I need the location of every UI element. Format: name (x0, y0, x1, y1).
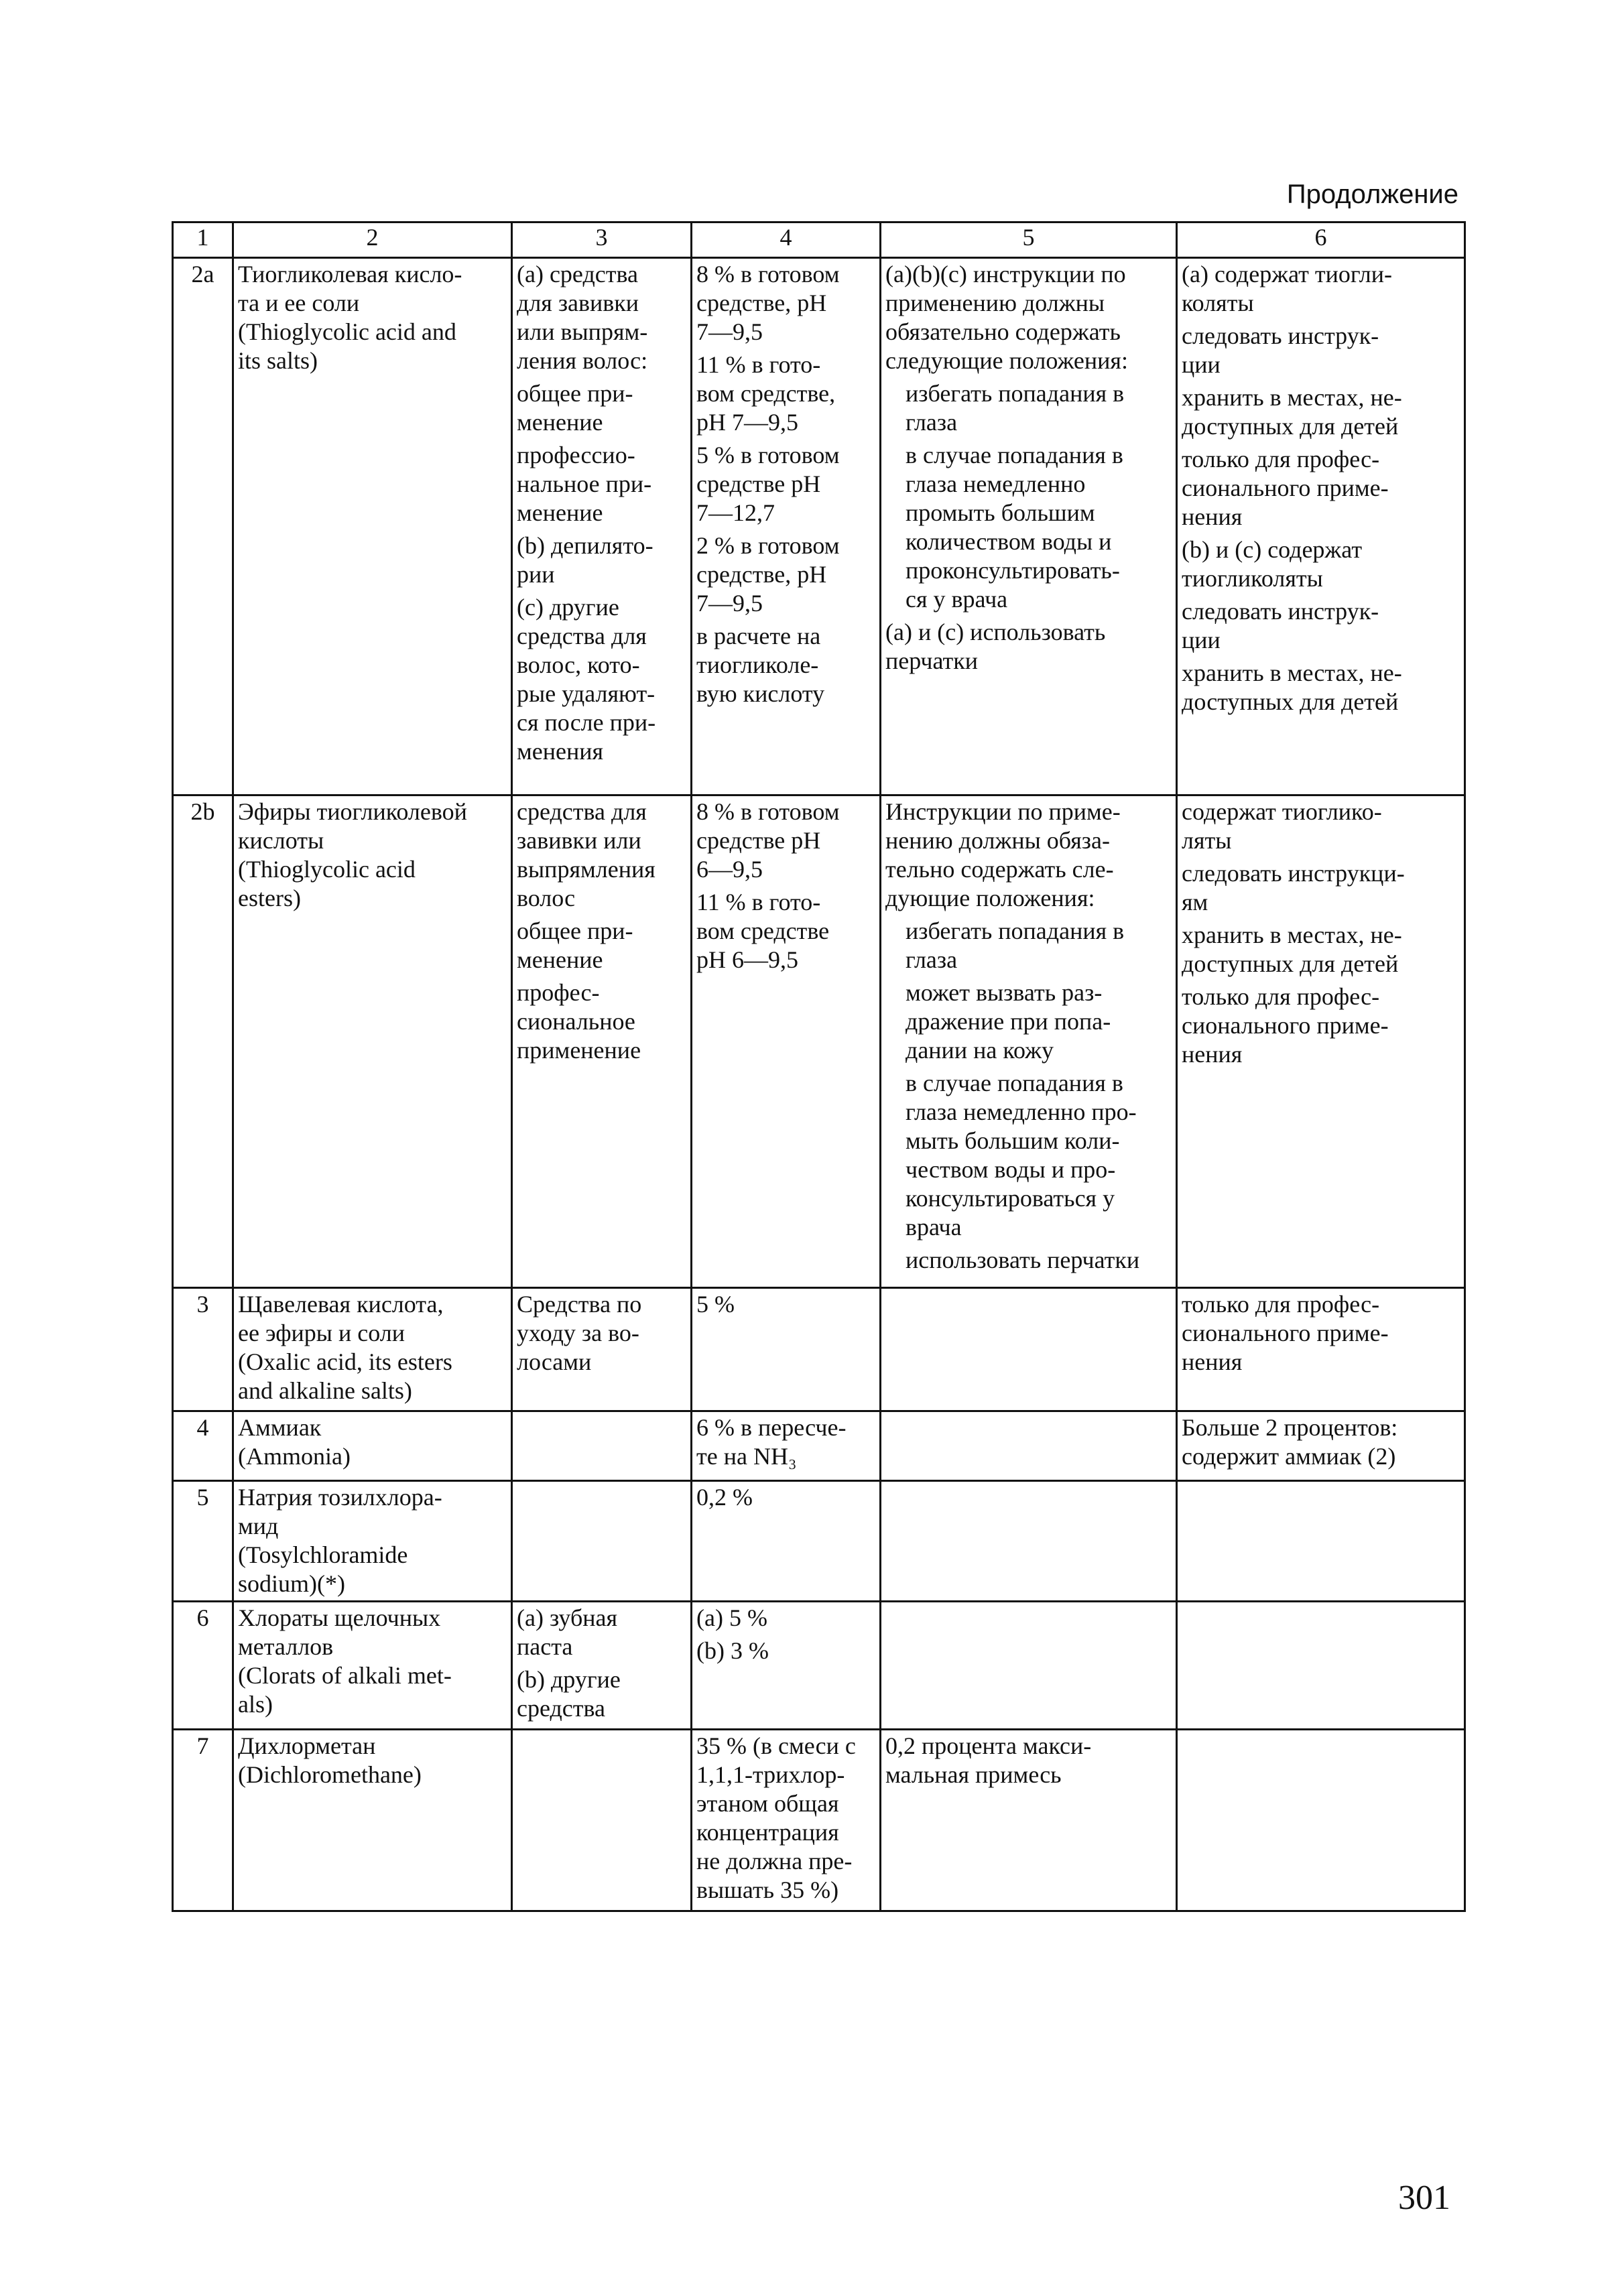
text-line: менения (517, 738, 604, 765)
text-line: средства для (517, 623, 647, 649)
table-row (173, 1730, 1465, 1911)
cell-item (1182, 659, 1460, 716)
text-line: ции (1182, 351, 1221, 378)
text-line: содержат тиоглико- (1182, 798, 1382, 825)
text-line: глаза немедленно (906, 470, 1086, 497)
text-line: обязательно содержать (885, 318, 1121, 345)
text-line: глаза немедленно про- (906, 1098, 1137, 1125)
text-line: нению должны обяза- (885, 827, 1110, 854)
text-line: рии (517, 561, 555, 588)
row-number: 2b (173, 795, 233, 1288)
text-line: та и ее соли (238, 290, 360, 316)
text-line: Натрия тозилхлора- (238, 1484, 442, 1511)
text-line: нения (1182, 1041, 1243, 1068)
text-line: общее при- (517, 380, 633, 407)
table-row (173, 795, 1465, 1288)
text-line: только для профес- (1182, 1291, 1380, 1318)
text-line: (b) депилято- (517, 532, 653, 559)
text-line: Аммиак (238, 1414, 322, 1441)
text-line: общее при- (517, 917, 633, 944)
cell-item (1182, 921, 1460, 978)
text-line: 7—12,7 (696, 499, 775, 526)
cell-item (517, 978, 686, 1065)
cell-item (696, 350, 875, 437)
conditions-cell (881, 1411, 1177, 1481)
text-line: или выпрям- (517, 318, 648, 345)
text-line: (Ammonia) (238, 1443, 351, 1470)
text-line: нальное при- (517, 470, 652, 497)
cell-item (696, 531, 875, 618)
text-line: Больше 2 процентов: (1182, 1414, 1398, 1441)
text-line: врача (906, 1214, 962, 1240)
cell-item (517, 917, 686, 974)
text-line: мид (238, 1513, 279, 1539)
limit-cell (692, 1481, 881, 1602)
text-line: (Thioglycolic acid (238, 856, 416, 883)
text-line: Тиогликолевая кисло- (238, 261, 462, 288)
text-line: 0,2 % (696, 1484, 753, 1511)
text-line: консультироваться у (906, 1185, 1115, 1212)
text-line: сионального приме- (1182, 1012, 1389, 1039)
text-line: дующие положения: (885, 885, 1095, 911)
text-line: (Thioglycolic acid and (238, 318, 456, 345)
cell-item (696, 441, 875, 527)
cell-item (517, 1665, 686, 1723)
cell-item (696, 1604, 875, 1633)
limit-cell (692, 795, 881, 1288)
text-line: хранить в местах, не- (1182, 659, 1402, 686)
text-line: (Dichloromethane) (238, 1761, 422, 1788)
text-line: количеством воды и (906, 528, 1112, 555)
text-line: (a) и (c) использовать (885, 619, 1106, 645)
cell-item (1182, 535, 1460, 593)
text-line: применение (517, 1037, 641, 1064)
cell-item (696, 1637, 875, 1665)
substance-cell (233, 795, 512, 1288)
text-line: кислоты (238, 827, 324, 854)
text-line: 6 % в пересче- (696, 1414, 847, 1441)
text-line: (a) средства (517, 261, 638, 288)
table-row (173, 1602, 1465, 1730)
warnings-cell (1177, 258, 1465, 795)
text-line: ся у врача (906, 586, 1008, 613)
text-line: перчатки (885, 647, 978, 674)
cell-item (885, 917, 1172, 974)
substance-cell (233, 258, 512, 795)
text-line: ляты (1182, 827, 1232, 854)
text-line: те на NH₃ (696, 1443, 797, 1470)
text-line: доступных для детей (1182, 950, 1399, 977)
text-line: средстве, pH (696, 561, 827, 588)
text-line: доступных для детей (1182, 688, 1399, 715)
text-line: коляты (1182, 290, 1254, 316)
text-line: применению должны (885, 290, 1105, 316)
text-line: металлов (238, 1633, 334, 1660)
text-line: менение (517, 946, 603, 973)
text-line: хранить в местах, не- (1182, 921, 1402, 948)
cell-item (696, 1732, 875, 1905)
cell-item (517, 1604, 686, 1661)
text-line: для завивки (517, 290, 639, 316)
limit-cell (692, 1288, 881, 1411)
text-line: средства (517, 1695, 606, 1722)
row-number: 2a (173, 258, 233, 795)
cell-item (696, 1483, 875, 1512)
conditions-cell (881, 258, 1177, 795)
text-line: (a) содержат тиогли- (1182, 261, 1392, 288)
text-line: ции (1182, 627, 1221, 653)
row-number: 3 (173, 1288, 233, 1411)
table-row (173, 1411, 1465, 1481)
text-line: Средства по (517, 1291, 642, 1318)
text-line: 8 % в готовом (696, 261, 840, 288)
text-line: глаза (906, 946, 958, 973)
text-line: тельно содержать сле- (885, 856, 1114, 883)
column-number-row (173, 222, 1465, 258)
text-line: следующие положения: (885, 347, 1128, 374)
text-line: следовать инструк- (1182, 322, 1379, 349)
regulation-table (172, 221, 1466, 1912)
row-number: 7 (173, 1730, 233, 1911)
substance-cell (233, 1602, 512, 1730)
text-line: Эфиры тиогликолевой (238, 798, 467, 825)
cell-item (517, 798, 686, 913)
limit-cell (692, 258, 881, 795)
text-line: в расчете на (696, 623, 821, 649)
text-line: 2 % в готовом (696, 532, 840, 559)
text-line: завивки или (517, 827, 641, 854)
scope-cell (512, 1602, 692, 1730)
conditions-cell (881, 1481, 1177, 1602)
cell-item (885, 798, 1172, 913)
scope-cell (512, 1288, 692, 1411)
row-number: 6 (173, 1602, 233, 1730)
row-number: 4 (173, 1411, 233, 1481)
text-line: в случае попадания в (906, 442, 1123, 468)
cell-item (696, 798, 875, 884)
text-line: (a) зубная (517, 1604, 618, 1631)
cell-item (517, 593, 686, 766)
page-number: 301 (1398, 2179, 1450, 2217)
text-line: вышать 35 %) (696, 1876, 839, 1903)
cell-item (1182, 982, 1460, 1069)
text-line: ям (1182, 889, 1208, 915)
cell-item (1182, 322, 1460, 379)
text-line: сиональное (517, 1008, 635, 1035)
text-line: (Tosylchloramide (238, 1541, 408, 1568)
table-row (173, 1288, 1465, 1411)
text-line: 7—9,5 (696, 318, 763, 345)
text-line: 5 % в готовом (696, 442, 840, 468)
text-line: Хлораты щелочных (238, 1604, 441, 1631)
text-line: дании на кожу (906, 1037, 1054, 1064)
text-line: чеством воды и про- (906, 1156, 1116, 1183)
row-number: 5 (173, 1481, 233, 1602)
cell-item (517, 441, 686, 527)
cell-item (1182, 798, 1460, 855)
cell-item (885, 978, 1172, 1065)
text-line: (a) 5 % (696, 1604, 767, 1631)
cell-item (885, 1732, 1172, 1789)
substance-cell (233, 1481, 512, 1602)
text-line: вом средстве, (696, 380, 836, 407)
text-line: только для профес- (1182, 446, 1380, 472)
text-line: может вызвать раз- (906, 979, 1103, 1006)
substance-cell (233, 1411, 512, 1481)
column-number: 1 (173, 222, 233, 258)
text-line: доступных для детей (1182, 413, 1399, 440)
warnings-cell (1177, 1602, 1465, 1730)
warnings-cell (1177, 1411, 1465, 1481)
text-line: уходу за во- (517, 1320, 639, 1346)
text-line: следовать инструкци- (1182, 860, 1405, 887)
text-line: средстве pH (696, 470, 821, 497)
text-line: в случае попадания в (906, 1070, 1123, 1096)
text-line: содержит аммиак (2) (1182, 1443, 1396, 1470)
text-line: концентрация (696, 1819, 839, 1846)
text-line: сионального приме- (1182, 474, 1389, 501)
text-line: вую кислоту (696, 680, 825, 707)
text-line: лосами (517, 1348, 592, 1375)
text-line: Дихлорметан (238, 1732, 376, 1759)
cell-item (885, 441, 1172, 614)
text-line: (Clorats of alkali met- (238, 1662, 452, 1689)
text-line: нения (1182, 1348, 1243, 1375)
text-line: pH 6—9,5 (696, 946, 798, 973)
cell-item (1182, 260, 1460, 318)
text-line: профес- (517, 979, 600, 1006)
scope-cell (512, 1481, 692, 1602)
warnings-cell (1177, 1481, 1465, 1602)
text-line: esters) (238, 885, 301, 911)
text-line: мыть большим коли- (906, 1127, 1120, 1154)
text-line: ее эфиры и соли (238, 1320, 405, 1346)
text-line: избегать попадания в (906, 917, 1125, 944)
text-line: Инструкции по приме- (885, 798, 1121, 825)
text-line: средства для (517, 798, 647, 825)
warnings-cell (1177, 795, 1465, 1288)
cell-item (1182, 383, 1460, 441)
text-line: 1,1,1-трихлор- (696, 1761, 845, 1788)
text-line: ления волос: (517, 347, 648, 374)
cell-item (885, 260, 1172, 375)
cell-item (1182, 597, 1460, 655)
warnings-cell (1177, 1730, 1465, 1911)
text-line: (b) другие (517, 1666, 621, 1693)
column-number: 5 (881, 222, 1177, 258)
cell-item (885, 1069, 1172, 1242)
text-line: менение (517, 499, 603, 526)
text-line: сионального приме- (1182, 1320, 1389, 1346)
limit-cell (692, 1411, 881, 1481)
cell-item (517, 379, 686, 437)
text-line: (b) 3 % (696, 1637, 769, 1664)
conditions-cell (881, 1602, 1177, 1730)
text-line: pH 7—9,5 (696, 409, 798, 436)
text-line: только для профес- (1182, 983, 1380, 1010)
conditions-cell (881, 1730, 1177, 1911)
text-line: тиогликоле- (696, 651, 819, 678)
text-line: избегать попадания в (906, 380, 1125, 407)
text-line: 35 % (в смеси с (696, 1732, 856, 1759)
cell-item (885, 618, 1172, 676)
cell-item (885, 379, 1172, 437)
limit-cell (692, 1730, 881, 1911)
text-line: нения (1182, 503, 1243, 530)
column-number: 4 (692, 222, 881, 258)
text-line: тиогликоляты (1182, 565, 1323, 592)
cell-item (696, 1413, 875, 1471)
text-line: промыть большим (906, 499, 1095, 526)
text-line: 7—9,5 (696, 590, 763, 617)
table-row (173, 258, 1465, 795)
text-line: глаза (906, 409, 958, 436)
text-line: (a)(b)(c) инструкции по (885, 261, 1126, 288)
text-line: 11 % в гото- (696, 889, 821, 915)
text-line: вом средстве (696, 917, 830, 944)
text-line: этаном общая (696, 1790, 839, 1817)
text-line: 6—9,5 (696, 856, 763, 883)
scope-cell (512, 795, 692, 1288)
text-line: не должна пре- (696, 1848, 853, 1874)
text-line: волос (517, 885, 576, 911)
column-number: 6 (1177, 222, 1465, 258)
text-line: мальная примесь (885, 1761, 1062, 1788)
cell-item (1182, 1413, 1460, 1471)
text-line: дражение при попа- (906, 1008, 1111, 1035)
text-line: следовать инструк- (1182, 598, 1379, 625)
cell-item (517, 531, 686, 589)
text-line: средстве pH (696, 827, 821, 854)
column-number: 3 (512, 222, 692, 258)
text-line: хранить в местах, не- (1182, 384, 1402, 411)
text-line: 0,2 процента макси- (885, 1732, 1092, 1759)
cell-item (696, 622, 875, 708)
text-line: волос, кото- (517, 651, 640, 678)
text-line: рые удаляют- (517, 680, 656, 707)
conditions-cell (881, 1288, 1177, 1411)
text-line: 5 % (696, 1291, 735, 1318)
text-line: ся после при- (517, 709, 656, 736)
substance-cell (233, 1288, 512, 1411)
text-line: средстве, pH (696, 290, 827, 316)
text-line: (c) другие (517, 594, 619, 621)
cell-item (1182, 859, 1460, 917)
cell-item (885, 1246, 1172, 1275)
continuation-label: Продолжение (1286, 180, 1458, 209)
scope-cell (512, 1730, 692, 1911)
text-line: its salts) (238, 347, 318, 374)
cell-item (696, 260, 875, 346)
text-line: als) (238, 1691, 273, 1718)
text-line: (b) и (c) содержат (1182, 536, 1363, 563)
cell-item (1182, 1290, 1460, 1377)
table-row (173, 1481, 1465, 1602)
column-number: 2 (233, 222, 512, 258)
scope-cell (512, 258, 692, 795)
cell-item (1182, 445, 1460, 531)
cell-item (517, 260, 686, 375)
warnings-cell (1177, 1288, 1465, 1411)
text-line: паста (517, 1633, 573, 1660)
text-line: (Oxalic acid, its esters (238, 1348, 452, 1375)
text-line: Щавелевая кислота, (238, 1291, 444, 1318)
text-line: использовать перчатки (906, 1247, 1140, 1273)
text-line: sodium)(*) (238, 1570, 345, 1597)
substance-cell (233, 1730, 512, 1911)
text-line: менение (517, 409, 603, 436)
text-line: 11 % в гото- (696, 351, 821, 378)
text-line: and alkaline salts) (238, 1377, 412, 1404)
text-line: профессио- (517, 442, 635, 468)
conditions-cell (881, 795, 1177, 1288)
cell-item (517, 1290, 686, 1377)
scope-cell (512, 1411, 692, 1481)
cell-item (696, 888, 875, 974)
text-line: выпрямления (517, 856, 656, 883)
text-line: 8 % в готовом (696, 798, 840, 825)
cell-item (696, 1290, 875, 1319)
text-line: проконсультировать- (906, 557, 1120, 584)
limit-cell (692, 1602, 881, 1730)
